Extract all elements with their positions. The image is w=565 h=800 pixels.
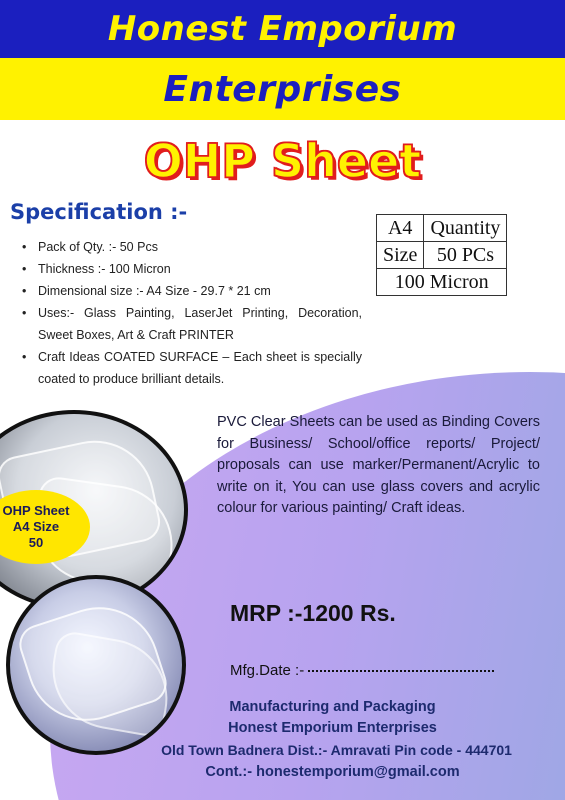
header-band-yellow [0,58,565,120]
spec-table [376,214,507,296]
footer-contact: Cont.:- honestemporium@gmail.com [205,764,460,780]
spec-cell-micron: 100 Micron [377,269,507,296]
spec-item: • Uses:- Glass Painting, LaserJet Printing, Decoration, Sweet Boxes, Art & Craft PRINTER [22,302,362,346]
badge-line3: 50 [28,535,44,550]
spec-item: • Pack of Qty. :- 50 Pcs [22,236,362,258]
mfg-date-label: Mfg.Date :- [230,662,305,679]
spec-cell-a4: A4 [377,215,424,242]
badge-line2: A4 Size [12,519,60,534]
spec-cell-quantity: Quantity [424,215,507,242]
mfg-date [230,662,494,679]
specification-heading: Specification :- [10,200,188,224]
footer-address: Old Town Badnera Dist.:- Amravati Pin code - 444701 [161,742,512,758]
header-title-line2: Enterprises [163,68,402,110]
header-title-line1: Honest Emporium [107,9,458,49]
mfg-date-blank [308,670,494,672]
spec-item: • Craft Ideas COATED SURFACE – Each sheet is specially coated to produce brilliant details. [22,346,362,390]
spec-cell-size: Size [377,242,424,269]
spec-item: • Dimensional size :- A4 Size - 29.7 * 21 cm [22,280,362,302]
badge-line1: OHP Sheet [2,503,70,518]
product-description: PVC Clear Sheets can be used as Binding Covers for Business/ School/office reports/ Project/ proposals can use marker/Permanent/Acrylic to write on it, You can use glass covers and acrylic colour for various painting/ Craft ideas. [217,414,540,516]
spec-item: • Thickness :- 100 Micron [22,258,362,280]
mrp-price: MRP :-1200 Rs. [230,600,396,626]
footer-line-2: Honest Emporium Enterprises [228,720,437,736]
footer-line-1: Manufacturing and Packaging [229,699,436,715]
header-band-blue [0,0,565,58]
spec-cell-pcs: 50 PCs [424,242,507,269]
specification-list [22,236,362,390]
product-title: OHP Sheet [143,134,422,188]
